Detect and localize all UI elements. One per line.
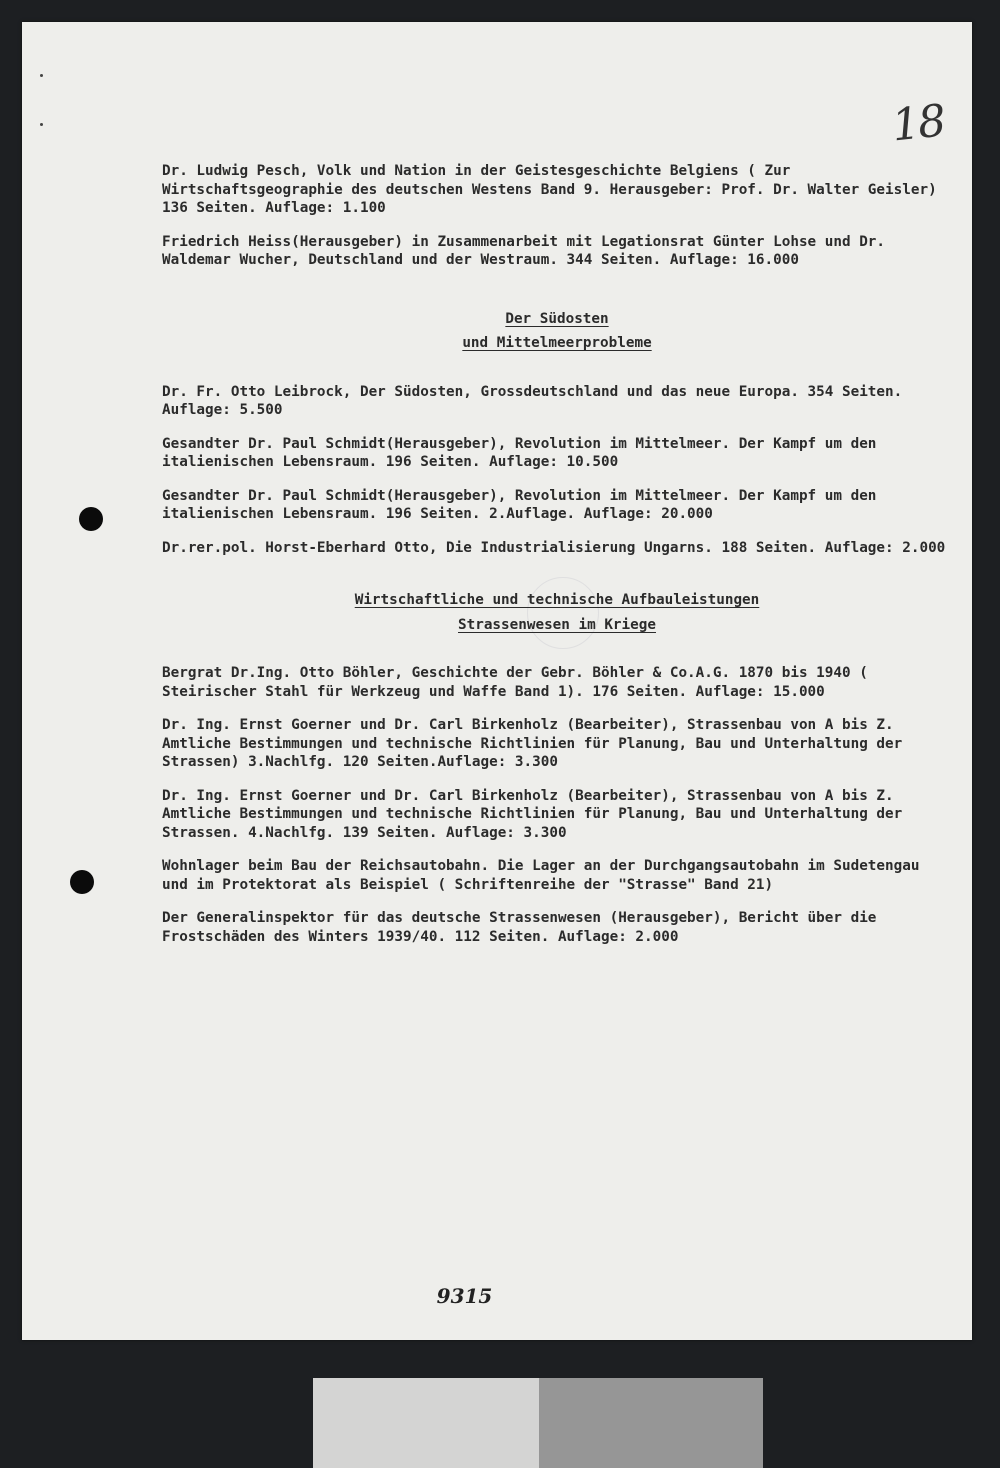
section-heading-line: und Mittelmeerprobleme xyxy=(462,335,652,351)
grey-card-light xyxy=(313,1378,539,1468)
page-number: 9315 xyxy=(436,1284,493,1308)
bibliography-entry: Dr. Fr. Otto Leibrock, Der Südosten, Grossdeutschland und das neue Europa. 354 Seiten. Auflage: 5.500 xyxy=(162,383,903,418)
bibliography-entry: Wohnlager beim Bau der Reichsautobahn. Die Lager an der Durchgangsautobahn im Sudetengau und im Protektorat als Beispiel ( Schriftenreihe der "Strasse" Band 21) xyxy=(162,858,920,893)
section-heading-line: Der Südosten xyxy=(505,310,609,327)
bibliography-entry: Dr.rer.pol. Horst-Eberhard Otto, Die Industrialisierung Ungarns. 188 Seiten. Auflage: 2.000 xyxy=(162,539,946,556)
document-page xyxy=(22,22,972,1340)
handwritten-folio-number: 18 xyxy=(889,95,947,152)
grey-card-dark xyxy=(539,1378,763,1468)
bibliography-entry: Bergrat Dr.Ing. Otto Böhler, Geschichte der Gebr. Böhler & Co.A.G. 1870 bis 1940 ( Steirischer Stahl für Werkzeug und Waffe Band 1). 176 Seiten. Auflage: 15.000 xyxy=(162,665,868,700)
bibliography-entry: Dr. Ing. Ernst Goerner und Dr. Carl Birkenholz (Bearbeiter), Strassenbau von A bis Z. Amtliche Bestimmungen und technische Richtlinien für Planung, Bau und Unterhaltung der Strassen) 3.Nachlfg. 120 Seiten.Auflage: 3.300 xyxy=(162,717,903,770)
bibliography-entry: Dr. Ing. Ernst Goerner und Dr. Carl Birkenholz (Bearbeiter), Strassenbau von A bis Z. Amtliche Bestimmungen und technische Richtlinien für Planung, Bau und Unterhaltung der Strassen. 4.Nachlfg. 139 Seiten. Auflage: 3.300 xyxy=(162,787,903,841)
bibliography-entry: Dr. Ludwig Pesch, Volk und Nation in der Geistesgeschichte Belgiens ( Zur Wirtschaftsgeographie des deutschen Westens Band 9. Herausgeber: Prof. Dr. Walter Geisler) 136 Seiten. Auflage: 1.100 xyxy=(162,163,937,216)
bibliography-entry: Der Generalinspektor für das deutsche Strassenwesen (Herausgeber), Bericht über die Frostschäden des Winters 1939/40. 112 Seiten. Auflage: 2.000 xyxy=(162,910,877,945)
section-heading-line: Strassenwesen im Kriege xyxy=(458,616,656,633)
bibliography-entry: Gesandter Dr. Paul Schmidt(Herausgeber), Revolution im Mittelmeer. Der Kampf um den italienischen Lebensraum. 196 Seiten. Auflage: 10.500 xyxy=(162,435,877,470)
punch-hole xyxy=(79,507,103,531)
bibliography-entry: Friedrich Heiss(Herausgeber) in Zusammenarbeit mit Legationsrat Günter Lohse und Dr. Waldemar Wucher, Deutschland und der Westraum. 344 Seiten. Auflage: 16.000 xyxy=(162,233,886,268)
typed-bibliography xyxy=(162,162,952,961)
section-heading-aufbauleistungen xyxy=(162,591,952,634)
section-heading-suedosten xyxy=(162,310,952,353)
section-heading-line: Wirtschaftliche und technische Aufbauleistungen xyxy=(354,592,760,608)
margin-mark xyxy=(40,74,43,77)
margin-mark xyxy=(40,123,43,126)
punch-hole xyxy=(70,870,94,894)
bibliography-entry: Gesandter Dr. Paul Schmidt(Herausgeber), Revolution im Mittelmeer. Der Kampf um den italienischen Lebensraum. 196 Seiten. 2.Auflage. Auflage: 20.000 xyxy=(162,487,877,522)
